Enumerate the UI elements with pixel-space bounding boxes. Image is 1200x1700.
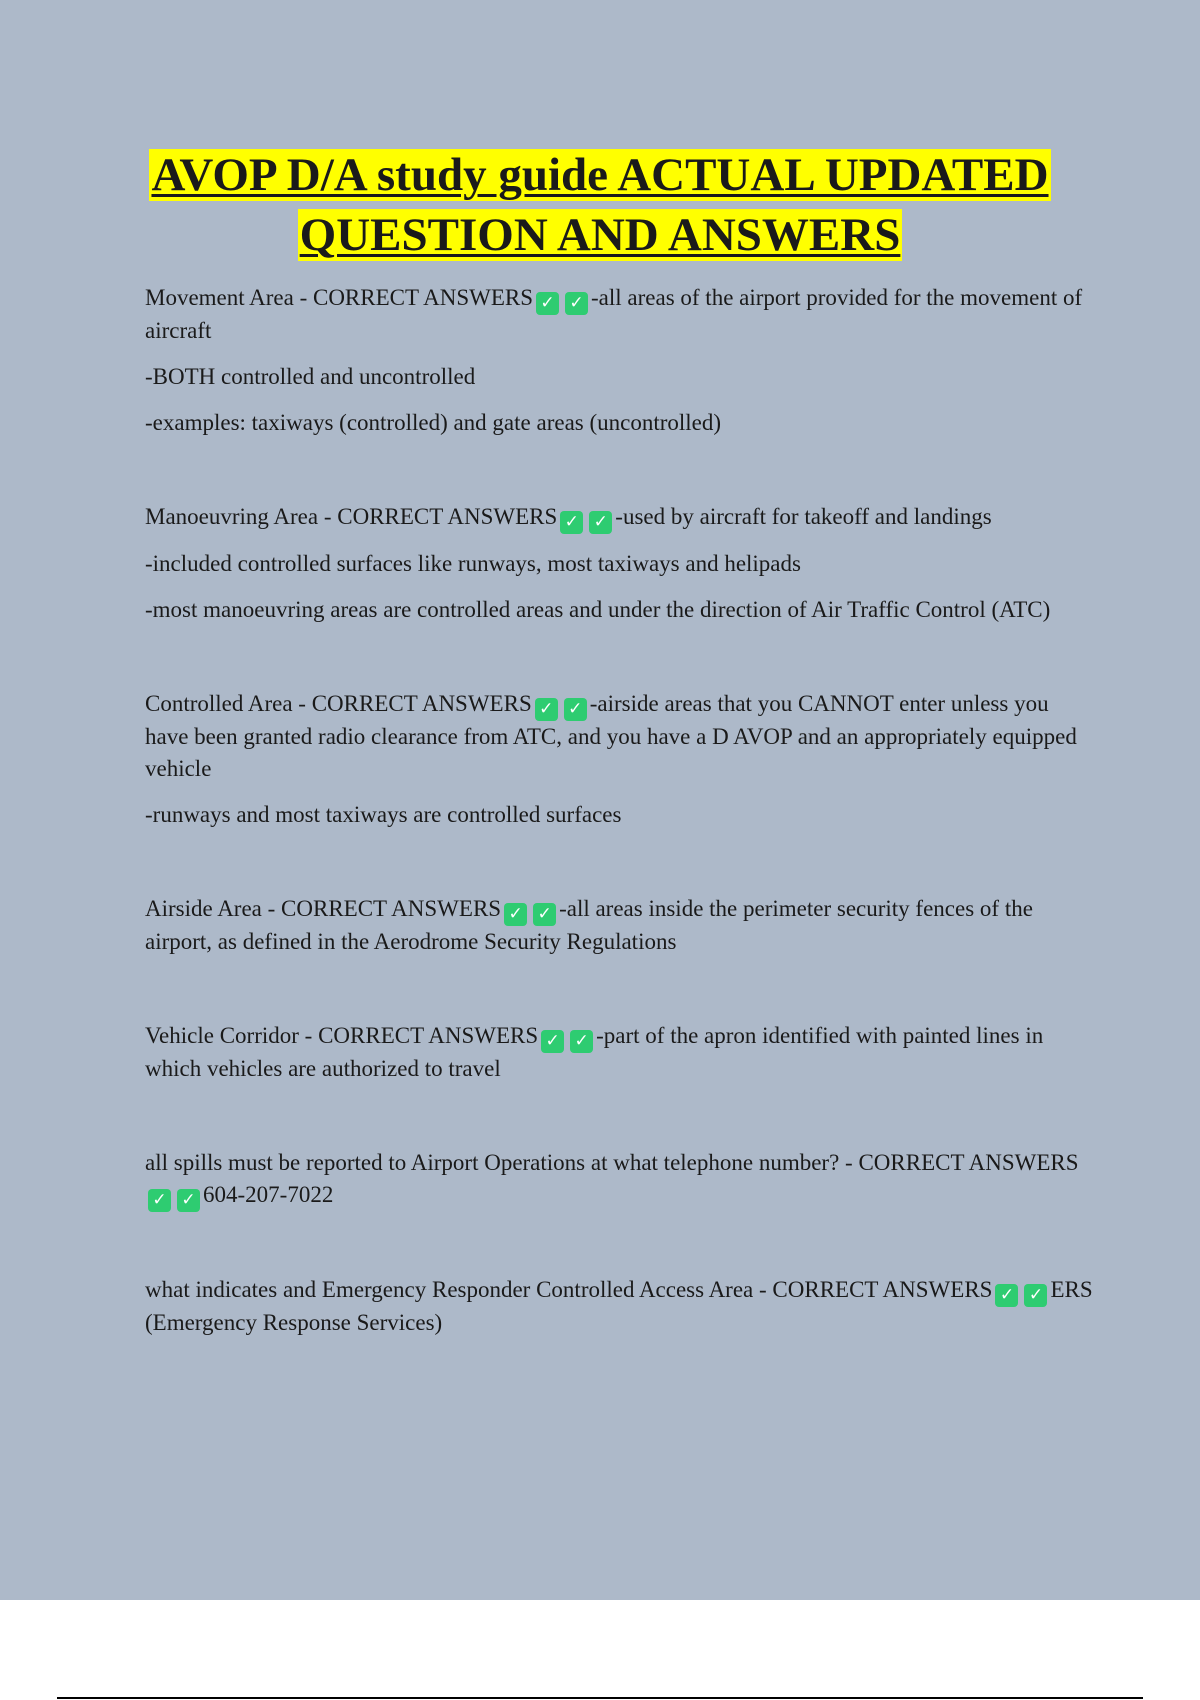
answer-detail: -runways and most taxiways are controlled surfaces <box>145 802 622 827</box>
answer-text: -part of the apron identified with painted lines in which vehicles are authorized to travel <box>145 1023 1044 1081</box>
question-text: what indicates and Emergency Responder Controlled Access Area - CORRECT ANSWERS <box>145 1277 993 1302</box>
question-text: Controlled Area - CORRECT ANSWERS <box>145 691 532 716</box>
qa-question-line <box>145 501 1095 534</box>
qa-item <box>145 1147 1095 1212</box>
qa-question-line <box>145 1147 1095 1212</box>
footer-divider <box>57 1697 1143 1699</box>
answer-detail: -BOTH controlled and uncontrolled <box>145 364 476 389</box>
qa-question-line <box>145 893 1095 958</box>
check-mark-icon: ✓ <box>536 292 559 315</box>
answer-text: -used by aircraft for takeoff and landings <box>615 504 992 529</box>
qa-question-line <box>145 688 1095 785</box>
check-mark-icon: ✓ <box>504 903 527 926</box>
question-text: Movement Area - CORRECT ANSWERS <box>145 285 534 310</box>
qa-question-line <box>145 282 1095 347</box>
check-mark-icon: ✓ <box>535 698 558 721</box>
title-line-1: AVOP D/A study guide ACTUAL UPDATED <box>151 149 1049 201</box>
qa-item <box>145 1020 1095 1085</box>
answer-detail: -examples: taxiways (controlled) and gate areas (uncontrolled) <box>145 410 722 435</box>
qa-item <box>145 282 1095 439</box>
title-line-2: QUESTION AND ANSWERS <box>299 209 901 261</box>
question-text: all spills must be reported to Airport Operations at what telephone number? - CORRECT ANSWERS <box>145 1150 1079 1175</box>
qa-question-line <box>145 1020 1095 1085</box>
check-mark-icon: ✓ <box>541 1030 564 1053</box>
answer-detail: -included controlled surfaces like runways, most taxiways and helipads <box>145 551 801 576</box>
answer-text: 604-207-7022 <box>203 1182 334 1207</box>
answer-text: -airside areas that you CANNOT enter unless you have been granted radio clearance from ATC, and you have a D AVOP and an appropriately equipped vehicle <box>145 691 1077 781</box>
check-mark-icon: ✓ <box>995 1284 1018 1307</box>
check-mark-icon: ✓ <box>560 511 583 534</box>
check-mark-icon: ✓ <box>1024 1284 1047 1307</box>
answer-text: -all areas of the airport provided for the movement of aircraft <box>145 285 1083 343</box>
qa-item <box>145 1274 1095 1339</box>
qa-list <box>145 282 1095 1401</box>
answer-text: ERS (Emergency Response Services) <box>145 1277 1093 1335</box>
qa-item <box>145 688 1095 831</box>
check-mark-icon: ✓ <box>533 903 556 926</box>
check-mark-icon: ✓ <box>177 1189 200 1212</box>
check-mark-icon: ✓ <box>564 698 587 721</box>
question-text: Vehicle Corridor - CORRECT ANSWERS <box>145 1023 539 1048</box>
check-mark-icon: ✓ <box>148 1189 171 1212</box>
answer-text: -all areas inside the perimeter security fences of the airport, as defined in the Aerodrome Security Regulations <box>145 896 1033 954</box>
document-title <box>100 145 1100 265</box>
check-mark-icon: ✓ <box>589 511 612 534</box>
check-mark-icon: ✓ <box>570 1030 593 1053</box>
qa-item <box>145 893 1095 958</box>
check-mark-icon: ✓ <box>565 292 588 315</box>
qa-item <box>145 501 1095 626</box>
qa-question-line <box>145 1274 1095 1339</box>
question-text: Manoeuvring Area - CORRECT ANSWERS <box>145 504 558 529</box>
answer-detail: -most manoeuvring areas are controlled areas and under the direction of Air Traffic Control (ATC) <box>145 597 1051 622</box>
question-text: Airside Area - CORRECT ANSWERS <box>145 896 502 921</box>
